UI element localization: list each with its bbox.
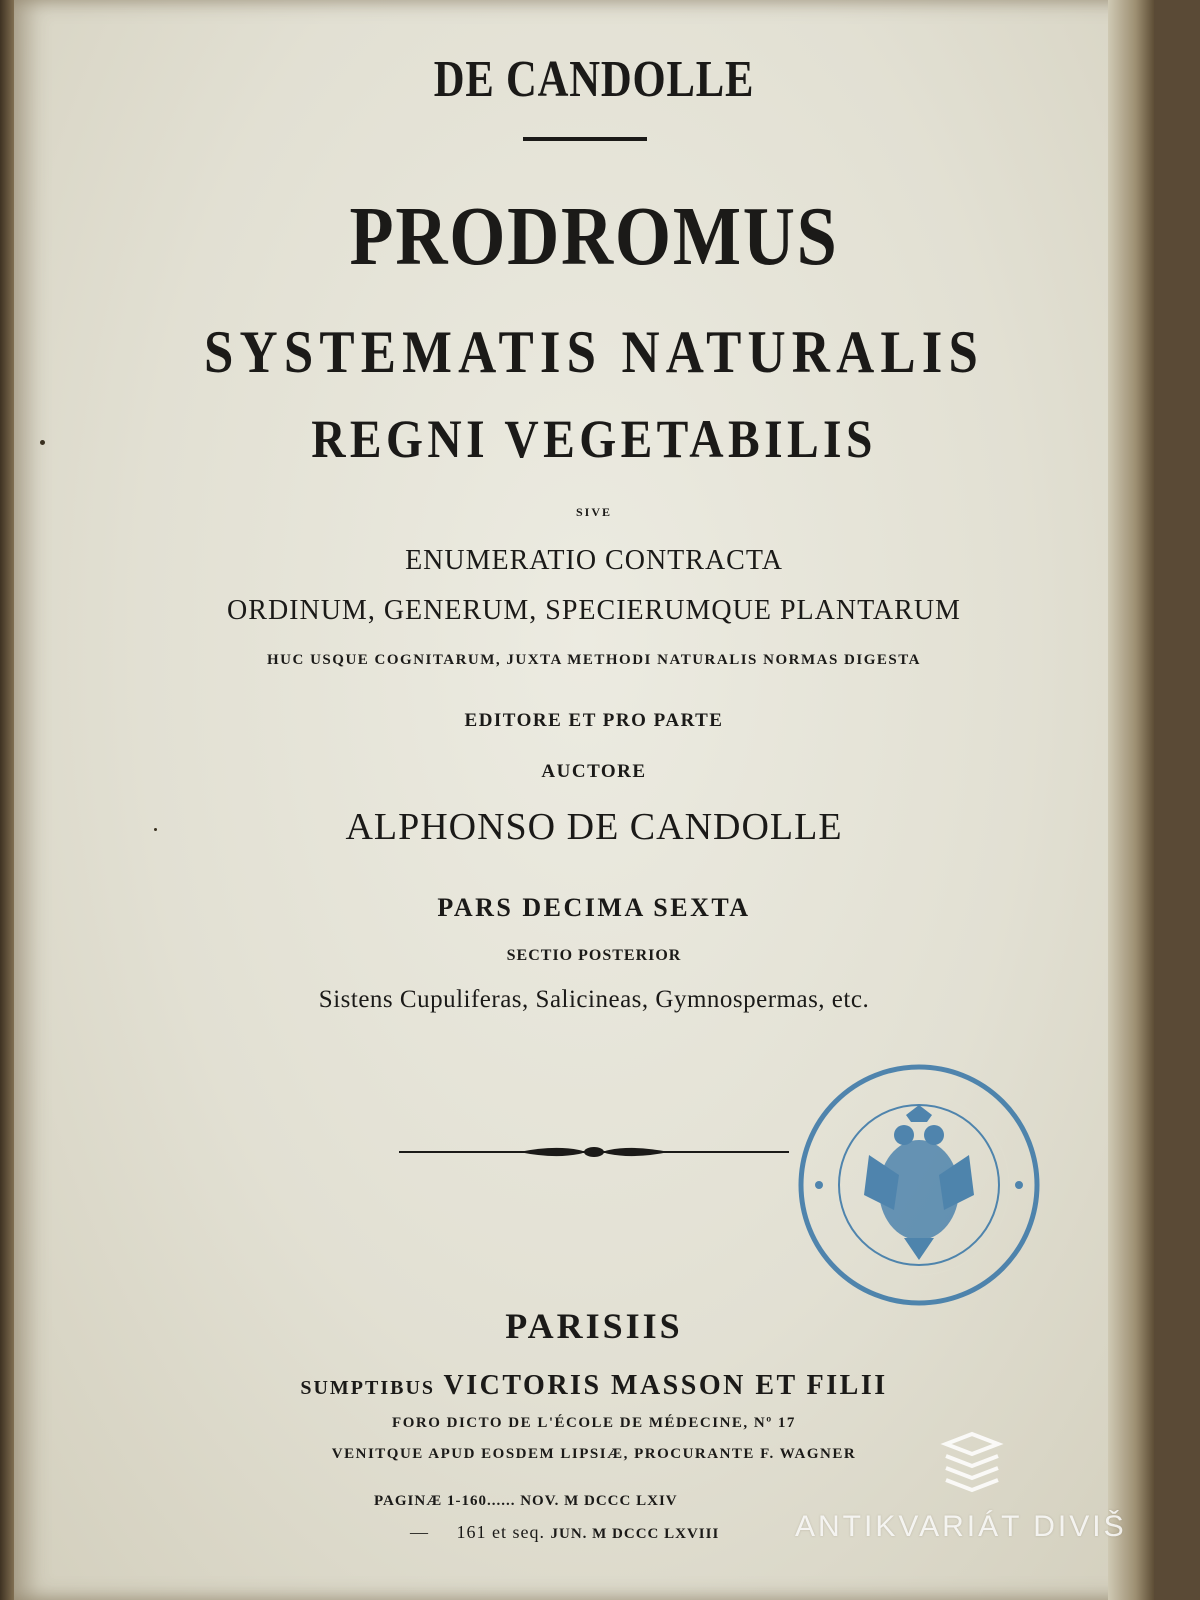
- pagination-dash: —: [410, 1522, 429, 1542]
- pagination-line-1: PAGINÆ 1-160...... NOV. M DCCC LXIV: [374, 1493, 678, 1509]
- publisher-name: VICTORIS MASSON ET FILII: [443, 1370, 888, 1401]
- library-stamp: [794, 1060, 1044, 1310]
- paper-speck: [40, 440, 45, 445]
- pagination-line-2: [410, 1522, 719, 1543]
- line-enumeratio: ENUMERATIO CONTRACTA: [405, 545, 783, 576]
- pagination-pages: 161 et seq.: [456, 1522, 545, 1542]
- author-header: DE CANDOLLE: [433, 51, 755, 108]
- ornamental-rule: [399, 1143, 789, 1161]
- conjunction-sive: SIVE: [575, 505, 612, 519]
- sumptibus-label: SUMPTIBUS: [300, 1377, 436, 1399]
- page-edge-shadow: [1108, 0, 1154, 1600]
- editor-name: ALPHONSO DE CANDOLLE: [345, 806, 843, 848]
- line-editore: EDITORE ET PRO PARTE: [464, 710, 724, 731]
- line-auctore: AUCTORE: [541, 761, 647, 782]
- imprint-city: PARISIIS: [505, 1306, 683, 1346]
- line-ordinum: ORDINUM, GENERUM, SPECIERUMQUE PLANTARUM: [227, 595, 961, 626]
- main-title: PRODROMUS: [349, 190, 839, 283]
- imprint-distribution: VENITQUE APUD EOSDEM LIPSIÆ, PROCURANTE F. WAGNER: [331, 1446, 857, 1462]
- contents-line: Sistens Cupuliferas, Salicineas, Gymnospermas, etc.: [318, 986, 870, 1013]
- part-number: PARS DECIMA SEXTA: [437, 893, 751, 922]
- header-rule: [523, 137, 647, 141]
- title-page: [14, 0, 1154, 1600]
- books-watermark-icon: [940, 1430, 1004, 1502]
- watermark-text: ANTIKVARIÁT DIVIŠ: [795, 1510, 1127, 1543]
- pagination-date: JUN. M DCCC LXVIII: [550, 1526, 720, 1542]
- section-label: SECTIO POSTERIOR: [506, 947, 682, 964]
- subtitle-systematis: SYSTEMATIS NATURALIS: [204, 319, 984, 385]
- paper-speck: [154, 828, 157, 831]
- imprint-address: FORO DICTO DE L'ÉCOLE DE MÉDECINE, Nº 17: [392, 1415, 796, 1431]
- imprint-publisher-line: [14, 1370, 1174, 1402]
- line-huc-usque: HUC USQUE COGNITARUM, JUXTA METHODI NATURALIS NORMAS DIGESTA: [267, 652, 921, 668]
- subtitle-regni: REGNI VEGETABILIS: [311, 409, 877, 469]
